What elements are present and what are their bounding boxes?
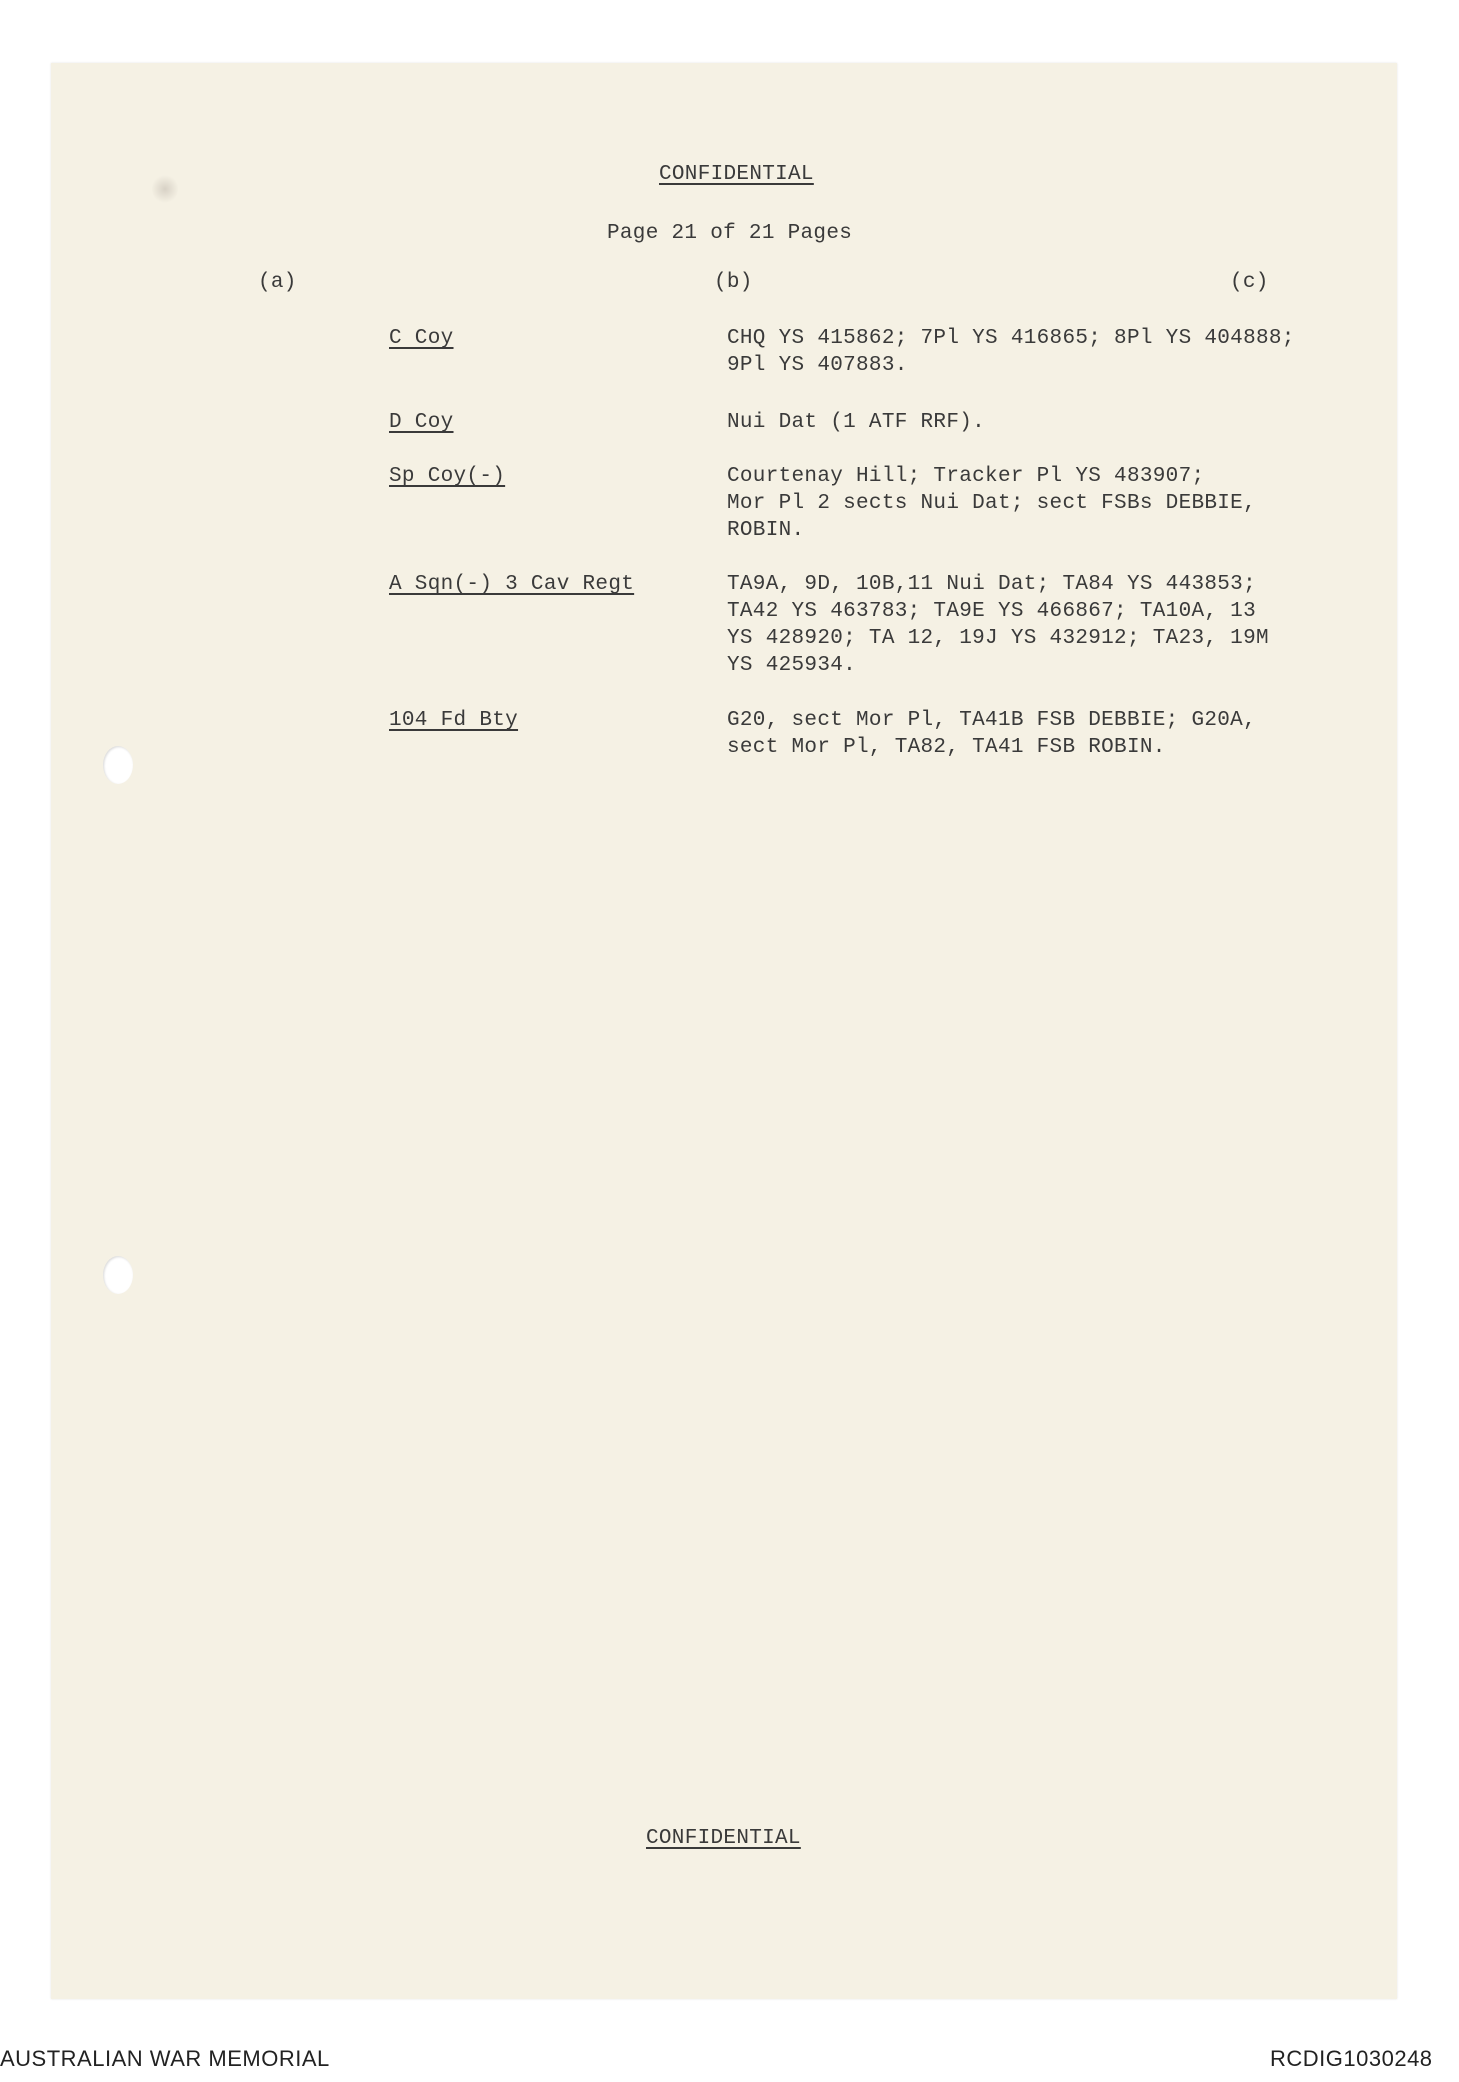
header-classification: CONFIDENTIAL xyxy=(659,163,814,186)
punch-hole-upper xyxy=(103,746,133,784)
archive-record-id: RCDIG1030248 xyxy=(1270,2046,1433,2071)
page-label: Page 21 of 21 Pages xyxy=(607,222,853,245)
paper-mark xyxy=(152,174,178,204)
row-unit-a-sqn: A Sqn(-) 3 Cav Regt xyxy=(389,573,635,596)
row-location-a-sqn: TA9A, 9D, 10B,11 Nui Dat; TA84 YS 443853; TA42 YS 463783; TA9E YS 466867; TA10A, 13 YS 428920; TA 12, 19J YS 432912; TA23, 19M YS 425934. xyxy=(727,573,1269,677)
column-header-a: (a) xyxy=(258,271,297,294)
row-unit-104-fd-bty: 104 Fd Bty xyxy=(389,709,519,732)
row-location-sp-coy: Courtenay Hill; Tracker Pl YS 483907; Mor Pl 2 sects Nui Dat; sect FSBs DEBBIE, ROBIN. xyxy=(727,465,1256,542)
column-header-b: (b) xyxy=(714,271,753,294)
row-location-c-coy: CHQ YS 415862; 7Pl YS 416865; 8Pl YS 404888; 9Pl YS 407883. xyxy=(727,327,1295,377)
archive-source-caption: AUSTRALIAN WAR MEMORIAL xyxy=(0,2046,330,2071)
row-unit-sp-coy: Sp Coy(-) xyxy=(389,465,506,488)
footer-classification: CONFIDENTIAL xyxy=(646,1827,801,1850)
row-unit-c-coy: C Coy xyxy=(389,327,454,350)
column-header-c: (c) xyxy=(1230,271,1269,294)
row-location-104-fd-bty: G20, sect Mor Pl, TA41B FSB DEBBIE; G20A, sect Mor Pl, TA82, TA41 FSB ROBIN. xyxy=(727,709,1256,759)
row-location-d-coy: Nui Dat (1 ATF RRF). xyxy=(727,411,986,434)
row-unit-d-coy: D Coy xyxy=(389,411,454,434)
punch-hole-lower xyxy=(103,1256,133,1294)
